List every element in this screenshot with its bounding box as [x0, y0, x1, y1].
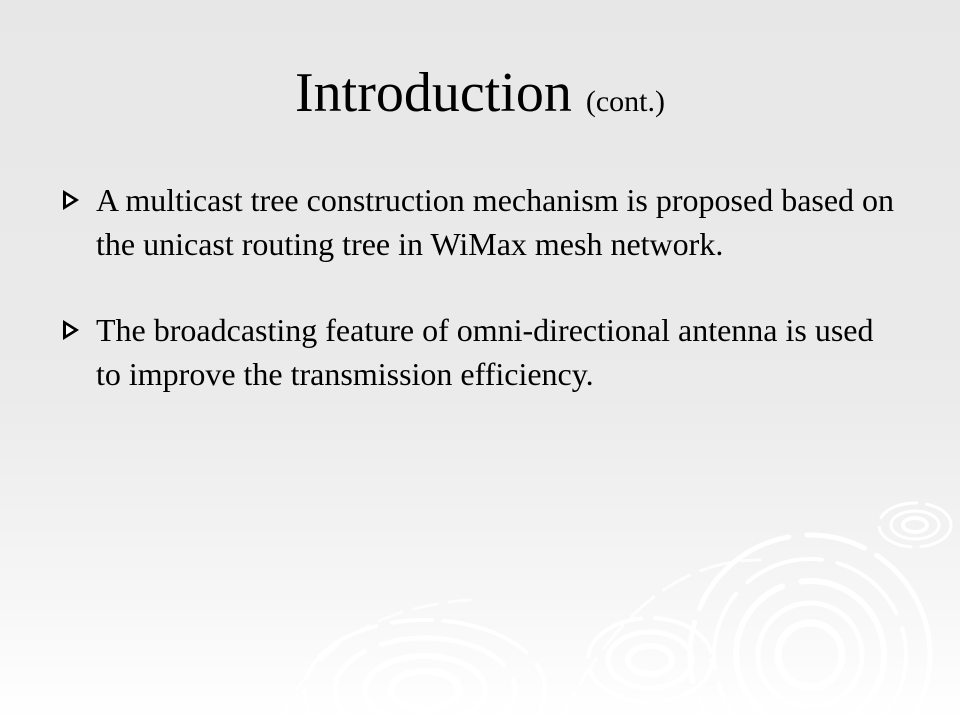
- bullet-item: [58, 308, 898, 396]
- title-main: Introduction: [295, 62, 572, 124]
- bullet-text: The broadcasting feature of omni-directional antenna is used to improve the transmission efficiency.: [96, 312, 874, 392]
- bullet-text: A multicast tree construction mechanism is proposed based on the unicast routing tree in WiMax mesh network.: [96, 182, 895, 262]
- slide-title: [0, 58, 960, 137]
- bullet-item: [58, 178, 898, 266]
- title-suffix: (cont.): [585, 85, 665, 118]
- bullet-list: [58, 178, 898, 396]
- arrow-bullet-icon: [62, 319, 80, 341]
- arrow-bullet-icon: [62, 189, 80, 211]
